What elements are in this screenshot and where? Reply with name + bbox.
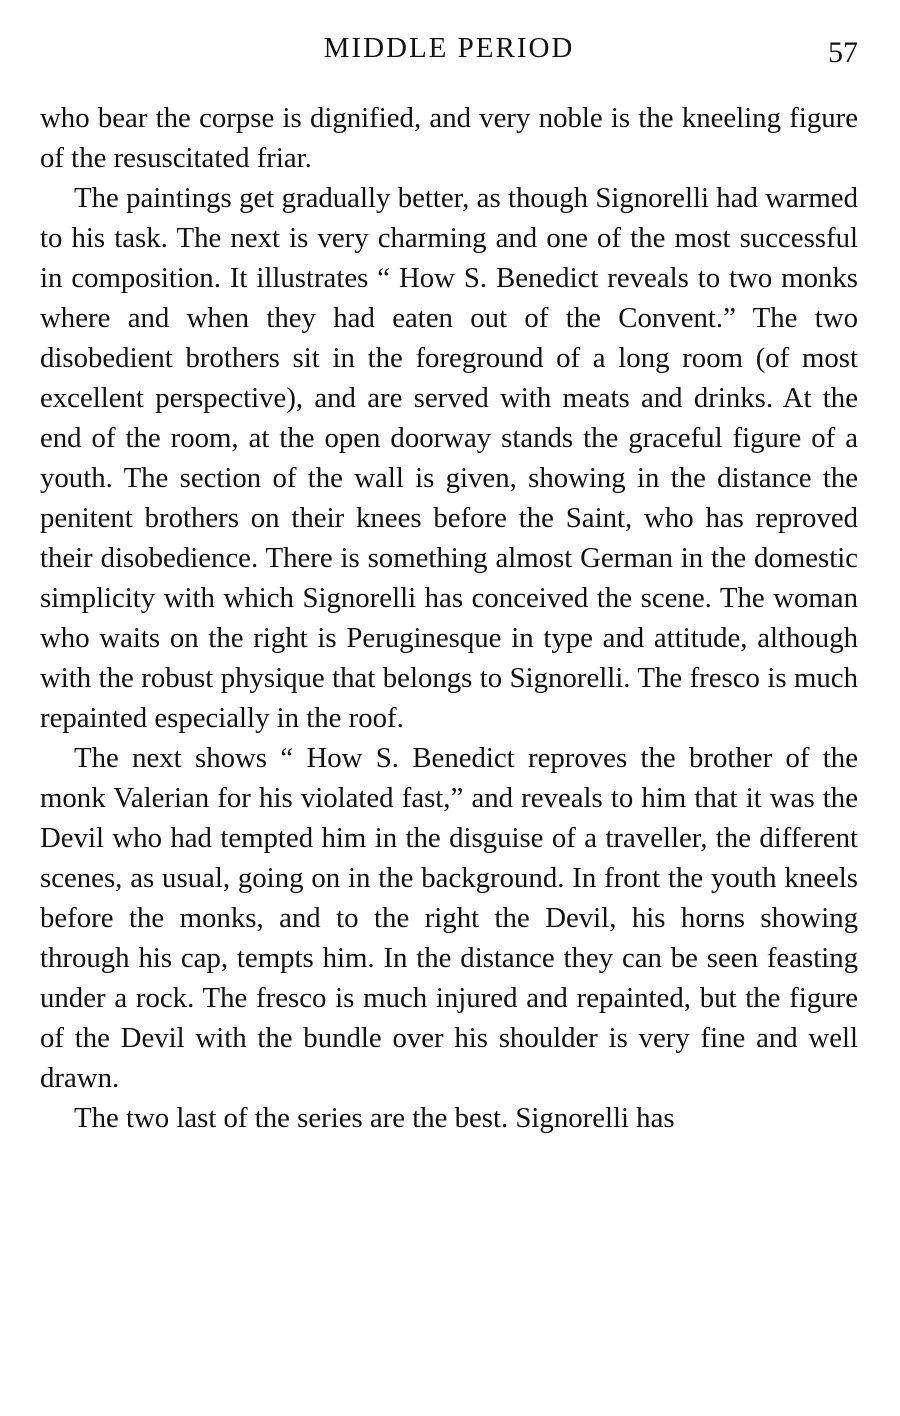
body-text xyxy=(40,98,858,1138)
paragraph-2: The paintings get gradually better, as though Signorelli had warmed to his task. The next is very charming and one of the most successful in composition. It illustrates “ How S. Benedict reveals to two monks where and when they had eaten out of the Convent.” The two disobedient brothers sit in the foreground of a long room (of most excellent perspective), and are served with meats and drinks. At the end of the room, at the open doorway stands the graceful figure of a youth. The section of the wall is given, showing in the distance the penitent brothers on their knees before the Saint, who has reproved their disobedience. There is something almost German in the domestic simplicity with which Signorelli has conceived the scene. The woman who waits on the right is Peruginesque in type and attitude, although with the robust physique that belongs to Signorelli. The fresco is much repainted especially in the roof. xyxy=(40,182,858,734)
page-number: 57 xyxy=(828,36,858,69)
book-page xyxy=(40,30,858,1138)
paragraph-3: The next shows “ How S. Benedict reproves the brother of the monk Valerian for his violated fast,” and reveals to him that it was the Devil who had tempted him in the disguise of a traveller, the different scenes, as usual, going on in the background. In front the youth kneels before the monks, and to the right the Devil, his horns showing through his cap, tempts him. In the distance they can be seen feasting under a rock. The fresco is much injured and repainted, but the figure of the Devil with the bundle over his shoulder is very fine and well drawn. xyxy=(40,742,858,1094)
paragraph-4: The two last of the series are the best. Signorelli has xyxy=(74,1102,675,1134)
paragraph-1: who bear the corpse is dignified, and very noble is the kneeling figure of the resuscitated friar. xyxy=(40,102,858,174)
running-header xyxy=(40,30,858,70)
chapter-title: MIDDLE PERIOD xyxy=(323,32,575,64)
